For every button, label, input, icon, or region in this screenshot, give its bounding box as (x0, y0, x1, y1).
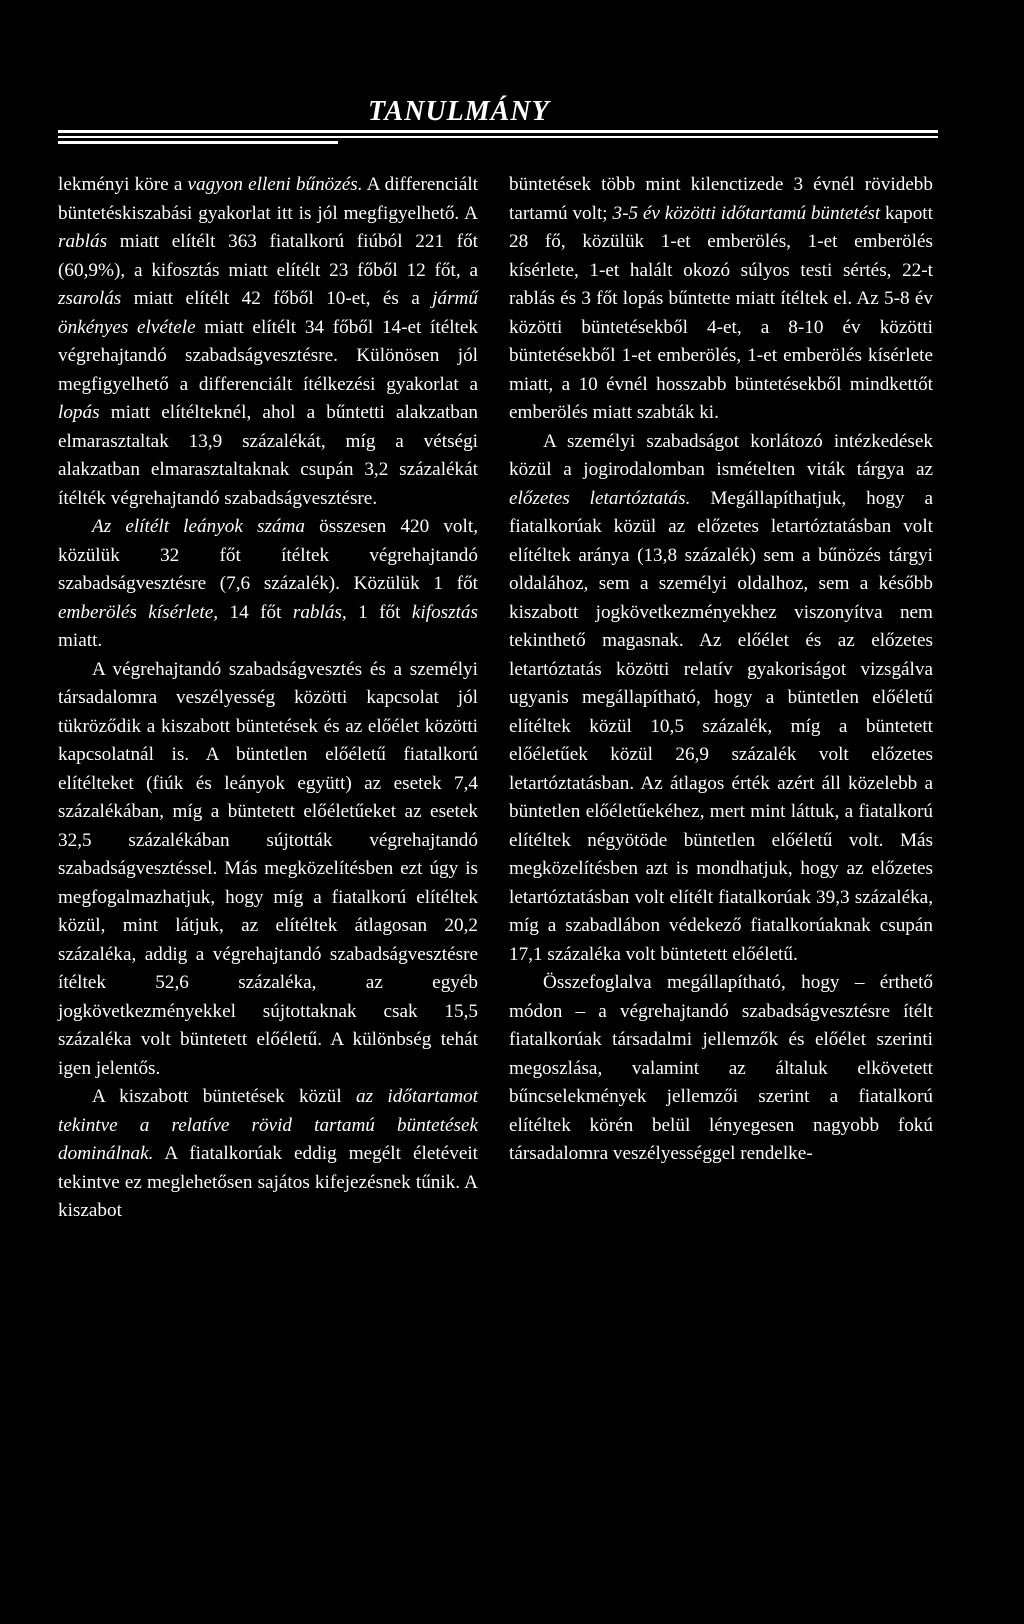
text-run: A differenciált büntetéskiszabási gyakorlat itt is jól megfigyelhető. A (58, 174, 479, 224)
emphasis-text: 3-5 év közötti időtartamú büntetést (612, 202, 881, 224)
text-run: kapott 28 fő, közülük 1-et emberölés, 1-et emberölés kísérlete, 1-et halált okozó súlyos testi sértés, 22-t rablás és 3 főt lopás bűntette miatt ítéltek el. Az 5-8 év közötti büntetésekből 4-et, a 8-10 év közötti büntetésekből 1-et emberölés, 1-et emberölés kísérlete miatt, a 10 évnél hosszabb büntetésekből mindkettőt emberölés miatt szabták ki. (509, 202, 933, 423)
emphasis-text: emberölés kísérlete, (58, 601, 219, 623)
paragraph (58, 513, 478, 656)
emphasis-text: az időtartamot tekintve a relatíve rövid tartamú büntetések dominálnak. (58, 1086, 478, 1164)
paragraph (58, 1083, 478, 1226)
paragraph (509, 969, 933, 1169)
text-run: lekményi köre a (58, 174, 188, 195)
emphasis-text: vagyon elleni bűnözés. (187, 174, 363, 195)
text-run: miatt elítélt 42 főből 10-et, és a (121, 288, 433, 309)
emphasis-text: jármű önkényes elvétele (58, 288, 478, 338)
paragraph (509, 428, 933, 970)
text-run: miatt. (58, 630, 103, 651)
emphasis-text: Az elítélt leányok száma (92, 516, 305, 537)
paragraph (58, 656, 478, 1084)
text-run: Megállapíthatjuk, hogy a fiatalkorúak közül az előzetes letartóztatásban volt elítéltek aránya (13,8 százalék) sem a bűnözés tárgyi oldalához, sem a személyi oldalhoz, sem a később kiszabott jogkövetkezményekhez viszonyítva nem tekinthető magasnak. Az előélet és az előzetes letartóztatás közötti relatív gyakoriságot vizsgálva ugyanis megállapítható, hogy a büntetlen előéletű elítéltek közül 10,5 százalék, míg a büntetett előéletűek közül 26,9 százalék volt előzetes letartóztatásban. Az átlagos érték azért áll közelebb a büntetlen előéletűekéhez, mert mint láttuk, a fiatalkorú elítéltek négyötöde büntetlen előéletű volt. Más megközelítésben azt is mondhatjuk, hogy az előzetes letartóztatásban volt elítélt fiatalkorúak 39,3 százaléka, míg a szabadlábon védekező fiatalkorúaknak csupán 17,1 százaléka volt büntetett előéletű. (509, 487, 933, 965)
section-title: TANULMÁNY (368, 96, 550, 127)
text-run: A személyi szabadságot korlátozó intézkedések közül a jogirodalomban ismételten viták tárgya az (509, 430, 933, 480)
emphasis-text: zsarolás (58, 288, 122, 309)
emphasis-text: előzetes letartóztatás. (509, 487, 691, 509)
emphasis-text: rablás (58, 231, 108, 252)
text-run: miatt elítélt 363 fiatalkorú fiúból 221 főt (60,9%), a kifosztás miatt elítélt 23 főből 12 főt, a (58, 231, 478, 281)
emphasis-text: rablás, (292, 601, 347, 623)
emphasis-text: kifosztás (411, 601, 478, 623)
emphasis-text: lopás (58, 402, 100, 423)
text-run: Összefoglalva megállapítható, hogy – érthető módon – a végrehajtandó szabadságvesztésre ítélt fiatalkorúak társadalmi jellemzők és előélet szerinti megoszlása, valamint az általuk elkövetett bűncselekmények jellemzői szerint a fiatalkorú elítéltek körén belül lényegesen nagyobb fokú társadalomra veszélyességgel rendelke- (509, 972, 933, 1164)
text-run: összesen 420 volt, közülük 32 főt ítéltek végrehajtandó szabadságvesztésre (7,6 százalék). Közülük 1 főt (58, 516, 478, 594)
text-run: miatt elítélteknél, ahol a bűntetti alakzatban elmarasztaltak 13,9 százalékát, míg a vétségi alakzatban elmarasztaltaknak csupán 3,2 százalékát ítélték végrehajtandó szabadságvesztésre. (58, 402, 478, 509)
text-run: miatt elítélt 34 főből 14-et ítéltek végrehajtandó szabadságvesztésre. Különösen jól megfigyelhető a differenciált ítélkezési gyakorlat a (58, 316, 478, 395)
text-run: A kiszabott büntetések közül (92, 1086, 356, 1107)
text-run: 14 főt (218, 601, 293, 623)
paragraph (58, 171, 478, 513)
text-run: A végrehajtandó szabadságvesztés és a személyi társadalomra veszélyesség közötti kapcsolat jól tükröződik a kiszabott büntetések és az előélet közötti kapcsolatnál is. A büntetlen előéletű fiatalkorú elítélteket (fiúk és leányok együtt) az esetek 7,4 százalékában, míg a büntetett előéletűeket az esetek 32,5 százalékában sújtották végrehajtandó szabadságvesztéssel. Más megközelítésben ezt úgy is megfogalmazhatjuk, hogy míg a fiatalkorú elítéltek közül, mint látjuk, az elítéltek átlagosan 20,2 százaléka, addig a végrehajtandó szabadságvesztésre ítéltek 52,6 százaléka, az egyéb jogkövetkezményekkel sújtottaknak csak 15,5 százaléka volt büntetett előéletű. A különbség tehát igen jelentős. (58, 658, 478, 1079)
paragraph (509, 171, 933, 428)
header-rule-top (58, 130, 938, 133)
page-header (58, 96, 938, 156)
text-run: büntetések több mint kilenctizede 3 évnél rövidebb tartamú volt; (509, 174, 933, 224)
right-column (509, 171, 933, 1169)
left-column (58, 171, 478, 1226)
header-rule-middle (58, 136, 938, 138)
text-run: 1 főt (346, 601, 412, 623)
header-rule-bottom (58, 141, 338, 144)
text-run: A fiatalkorúak eddig megélt életéveit tekintve ez meglehetősen sajátos kifejezésnek tűnik. A kiszabot (58, 1143, 478, 1221)
